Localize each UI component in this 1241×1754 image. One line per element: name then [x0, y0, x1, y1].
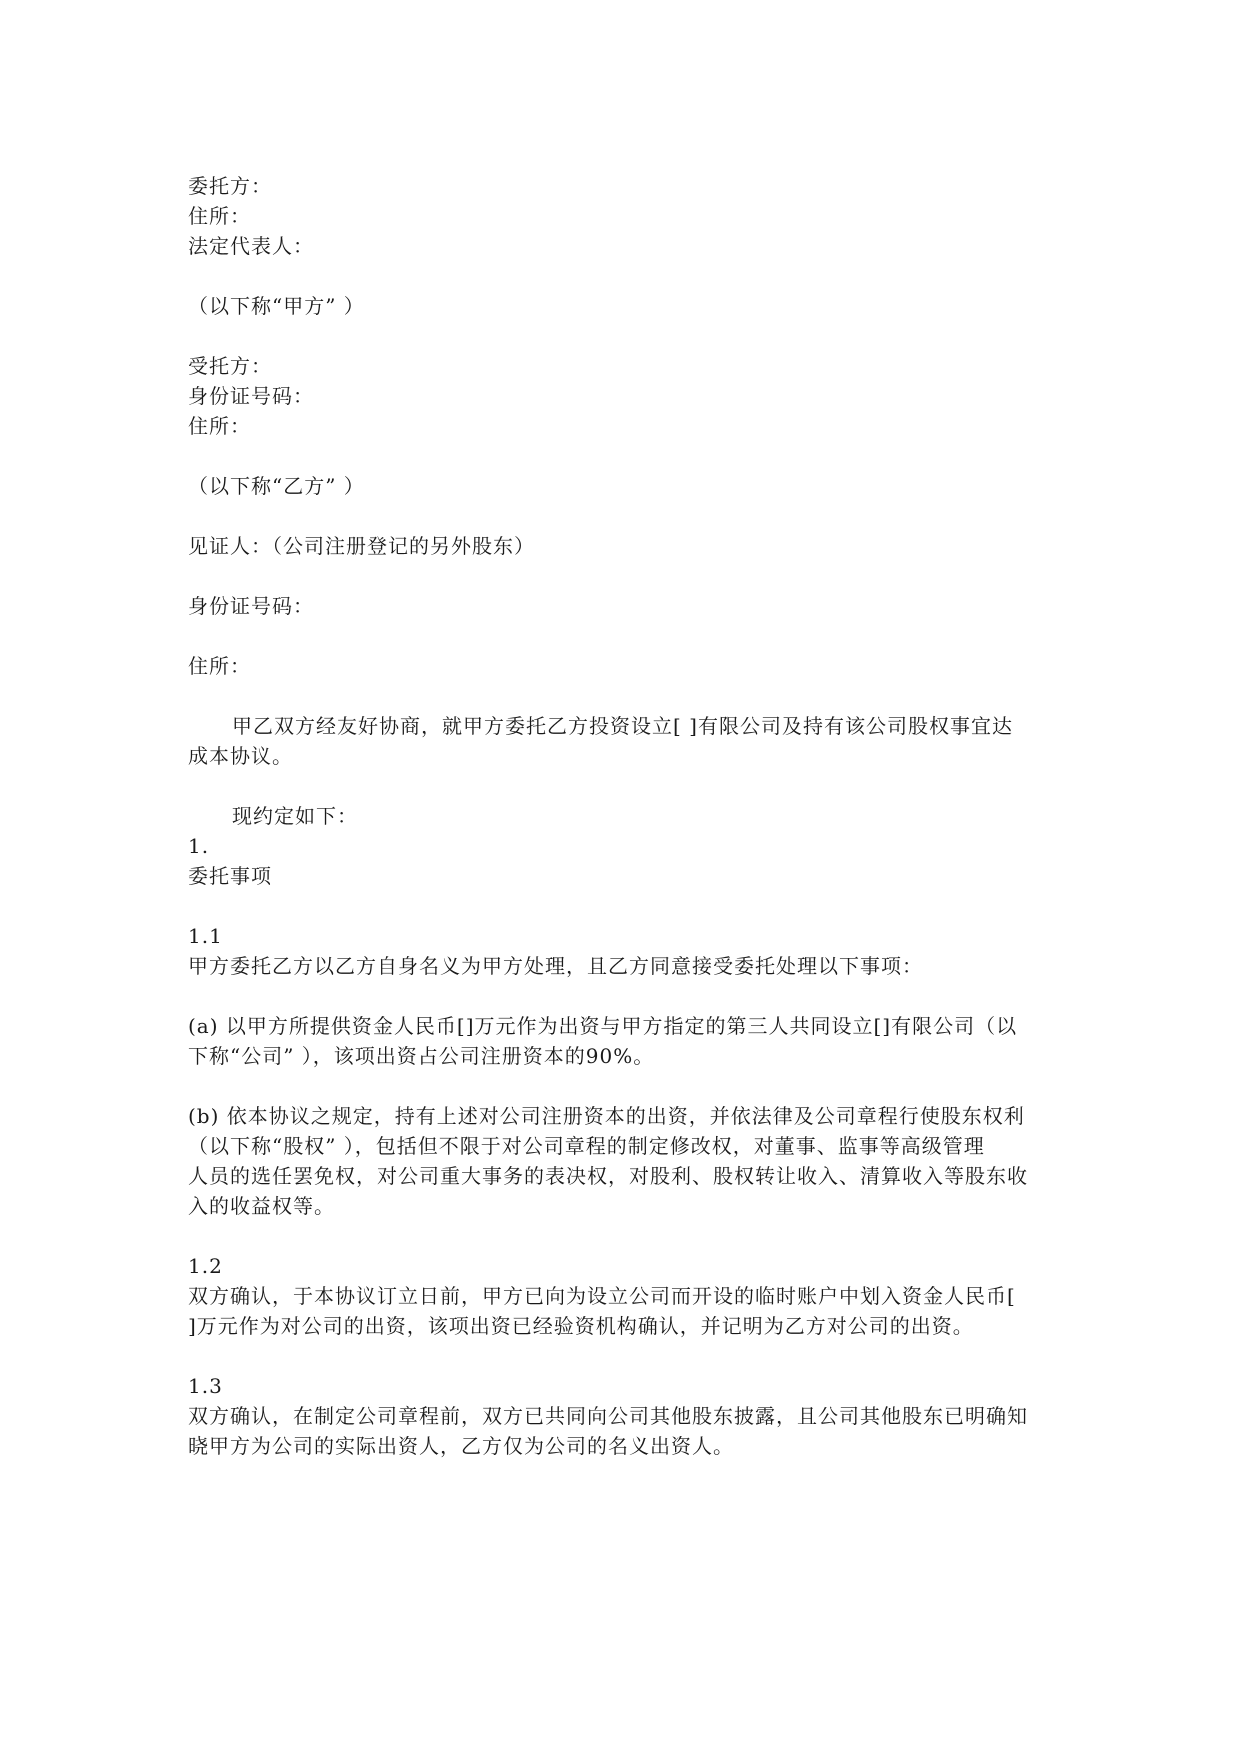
- clause-1-1-b-line-1: (b) 依本协议之规定，持有上述对公司注册资本的出资，并依法律及公司章程行使股东权利: [188, 1104, 1025, 1128]
- agreement-intro: 现约定如下：: [232, 804, 358, 828]
- clause-1-1-text: 甲方委托乙方以乙方自身名义为甲方处理，且乙方同意接受委托处理以下事项：: [188, 954, 923, 978]
- party-b-name-label: 受托方：: [188, 354, 272, 378]
- clause-1-1-b-line-4: 入的收益权等。: [188, 1194, 335, 1218]
- clause-1-1-b-line-3: 人员的选任罢免权，对公司重大事务的表决权，对股利、股权转让收入、清算收入等股东收: [188, 1164, 1028, 1188]
- party-a-address-label: 住所：: [188, 204, 251, 228]
- clause-1-3-number: 1.3: [188, 1374, 223, 1398]
- clause-1-1-a-line-1: (a) 以甲方所提供资金人民币[]万元作为出资与甲方指定的第三人共同设立[]有限公司（以: [188, 1014, 1018, 1038]
- clause-1-1-number: 1.1: [188, 924, 223, 948]
- party-b-alias: （以下称“乙方” ）: [188, 474, 365, 498]
- party-a-alias: （以下称“甲方” ）: [188, 294, 365, 318]
- party-b-address-label: 住所：: [188, 414, 251, 438]
- section-1-title: 委托事项: [188, 864, 272, 888]
- preamble-line-2: 成本协议。: [188, 744, 293, 768]
- clause-1-2-number: 1.2: [188, 1254, 223, 1278]
- clause-1-3-line-2: 晓甲方为公司的实际出资人，乙方仅为公司的名义出资人。: [188, 1434, 734, 1458]
- party-a-representative-label: 法定代表人：: [188, 234, 314, 258]
- clause-1-2-line-2: ]万元作为对公司的出资，该项出资已经验资机构确认，并记明为乙方对公司的出资。: [188, 1314, 974, 1338]
- party-b-id-label: 身份证号码：: [188, 384, 314, 408]
- clause-1-2-line-1: 双方确认，于本协议订立日前，甲方已向为设立公司而开设的临时账户中划入资金人民币[: [188, 1284, 1016, 1308]
- witness-address-label: 住所：: [188, 654, 251, 678]
- preamble-line-1: 甲乙双方经友好协商，就甲方委托乙方投资设立[ ]有限公司及持有该公司股权事宜达: [232, 714, 1013, 738]
- section-1-number: 1.: [188, 834, 210, 858]
- witness-id-label: 身份证号码：: [188, 594, 314, 618]
- clause-1-1-a-line-2: 下称“公司” ），该项出资占公司注册资本的90%。: [188, 1044, 655, 1068]
- clause-1-1-b-line-2: （以下称“股权” ），包括但不限于对公司章程的制定修改权，对董事、监事等高级管理: [188, 1134, 985, 1158]
- party-a-name-label: 委托方：: [188, 174, 272, 198]
- clause-1-3-line-1: 双方确认，在制定公司章程前，双方已共同向公司其他股东披露，且公司其他股东已明确知: [188, 1404, 1028, 1428]
- witness-label: 见证人：（公司注册登记的另外股东）: [188, 534, 535, 558]
